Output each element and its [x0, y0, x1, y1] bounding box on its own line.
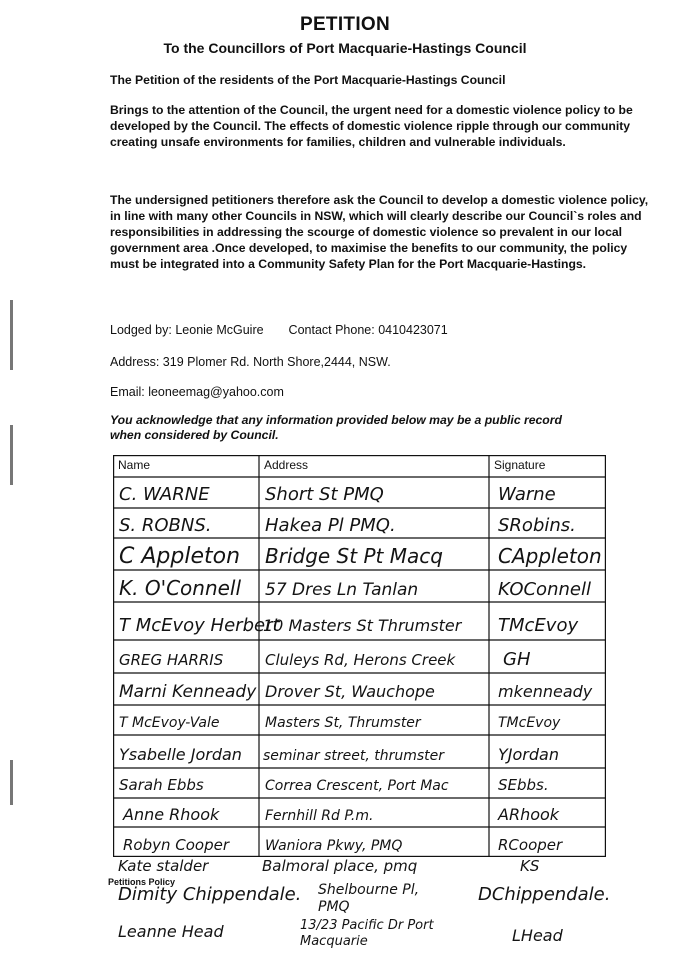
row-3-name: C Appleton	[119, 544, 241, 569]
row-11-address: Fernhill Rd P.m.	[265, 808, 374, 824]
row-3-address: Bridge St Pt Macq	[265, 544, 443, 568]
row-12-signature: RCooper	[498, 836, 563, 854]
row-10-name: Sarah Ebbs	[119, 776, 204, 794]
row-1-address: Short St PMQ	[265, 484, 384, 505]
petition-request-text: The undersigned petitioners therefore ask the Council to develop a domestic violence policy, in line with many other Councils in NSW, which will clearly describe our Council`s roles and responsibilities in addressing the scourge of domestic violence so prevalent in our local government area .Once developed, to maximise the benefits to our community, the policy must be integrated into a Community Safety Plan for the Port Macquarie-Hastings.	[110, 193, 649, 271]
row-4-signature: KOConnell	[498, 579, 591, 600]
row-7-signature: mkenneady	[498, 682, 593, 701]
row-5-signature: TMcEvoy	[498, 615, 579, 636]
row-7-name: Marni Kenneady	[119, 682, 257, 702]
row-11-name: Anne Rhook	[123, 805, 220, 824]
extra-entry-3-name: Leanne Head	[118, 922, 224, 941]
petition-title: PETITION	[299, 14, 390, 35]
row-5-address: 10 Masters St Thrumster	[263, 616, 462, 635]
row-8-name: T McEvoy-Vale	[119, 715, 220, 731]
row-8-signature: TMcEvoy	[498, 715, 561, 731]
contact-phone: Contact Phone: 0410423071	[288, 323, 448, 337]
extra-entry-2-name: Dimity Chippendale.	[118, 884, 302, 905]
lodger-address: Address: 319 Plomer Rd. North Shore,2444, NSW.	[110, 355, 391, 369]
extra-entry-2-address: Shelbourne Pl, PMQ	[318, 882, 420, 915]
row-9-signature: YJordan	[498, 745, 559, 764]
intro-text: The Petition of the residents of the Port Macquarie-Hastings Council	[110, 73, 506, 87]
name-column-header: Name	[118, 458, 151, 472]
address-column-header: Address	[264, 458, 309, 472]
brings-to-attention-text: Brings to the attention of the Council, the urgent need for a domestic violence policy to be developed by the Council. The effects of domestic violence ripple through our community creating unsafe environments for families, children and vulnerable individuals.	[110, 103, 633, 149]
row-2-signature: SRobins.	[498, 515, 576, 536]
extra-entry-2-signature: DChippendale.	[478, 884, 611, 905]
row-11-signature: ARhook	[498, 805, 560, 824]
row-9-address: seminar street, thrumster	[263, 748, 445, 764]
signature-table	[113, 455, 606, 857]
row-6-name: GREG HARRIS	[119, 651, 224, 669]
row-12-name: Robyn Cooper	[123, 836, 230, 854]
row-1-signature: Warne	[498, 484, 556, 505]
extra-entry-1-address: Balmoral place, pmq	[262, 857, 418, 875]
left-margin-mark	[10, 300, 13, 370]
row-4-address: 57 Dres Ln Tanlan	[265, 580, 419, 600]
row-12-address: Waniora Pkwy, PMQ	[265, 838, 403, 854]
extra-entry-3-address: 13/23 Pacific Dr Port Macquarie	[300, 918, 434, 949]
petitions-policy-label: Petitions Policy	[108, 877, 176, 887]
left-margin-mark	[10, 425, 13, 485]
extra-entry-1-signature: KS	[520, 857, 540, 875]
extra-entry-1-name: Kate stalder	[118, 857, 209, 875]
lodged-by: Lodged by: Leonie McGuire	[110, 323, 264, 337]
row-9-name: Ysabelle Jordan	[119, 745, 242, 764]
row-7-address: Drover St, Wauchope	[265, 682, 435, 701]
extra-entry-3-signature: LHead	[512, 926, 563, 945]
row-3-signature: CAppleton	[498, 544, 602, 568]
row-6-address: Cluleys Rd, Herons Creek	[265, 651, 456, 669]
row-5-name: T McEvoy Herbert	[119, 615, 280, 636]
petition-subtitle: To the Councillors of Port Macquarie-Hastings Council	[163, 40, 527, 56]
lodger-email: Email: leoneemag@yahoo.com	[110, 385, 284, 399]
row-1-name: C. WARNE	[119, 484, 210, 505]
row-2-address: Hakea Pl PMQ.	[265, 515, 396, 536]
row-8-address: Masters St, Thrumster	[265, 715, 421, 731]
row-4-name: K. O'Connell	[119, 576, 242, 600]
lodged-by-line	[110, 323, 448, 337]
row-2-name: S. ROBNS.	[119, 515, 212, 536]
row-6-signature: GH	[503, 649, 531, 670]
row-10-address: Correa Crescent, Port Mac	[265, 778, 449, 794]
signature-column-header: Signature	[494, 458, 546, 472]
acknowledgement-text: You acknowledge that any information provided below may be a public record when considered by Council.	[110, 413, 562, 442]
row-10-signature: SEbbs.	[498, 776, 549, 794]
left-margin-mark	[10, 760, 13, 805]
